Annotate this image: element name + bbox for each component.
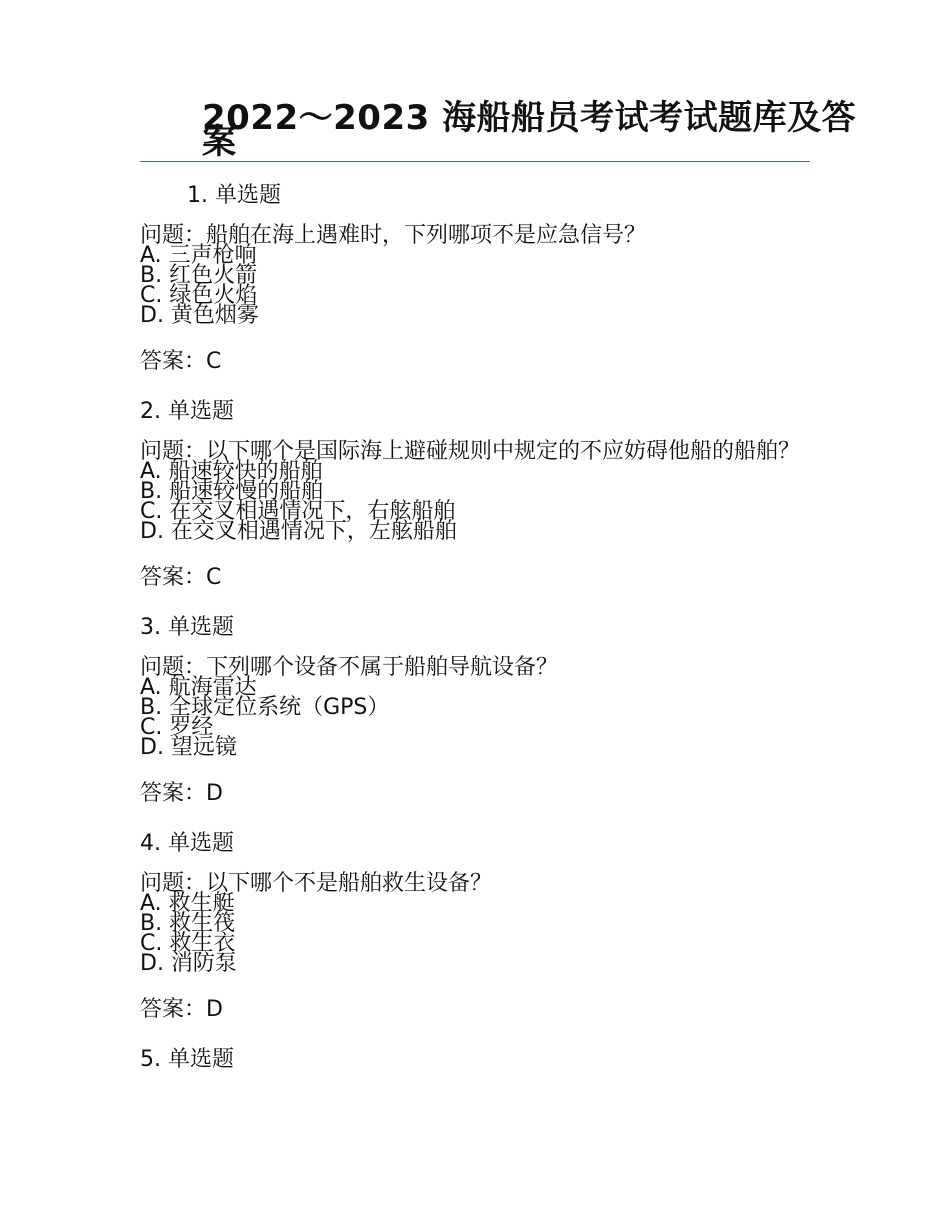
option-a: A. 船速较快的船舶 <box>140 459 323 484</box>
option-b: B. 船速较慢的船舶 <box>140 479 324 504</box>
question-heading: 5. 单选题 <box>140 1047 234 1072</box>
option-b: B. 救生筏 <box>140 911 236 936</box>
question-item-3 <box>140 612 810 810</box>
question-heading: 2. 单选题 <box>140 399 234 424</box>
question-item-2 <box>140 396 810 594</box>
question-item-1 <box>140 180 810 378</box>
document-body <box>140 180 810 1094</box>
title-divider <box>140 161 810 162</box>
option-c: C. 罗经 <box>140 715 214 740</box>
question-block <box>140 871 810 976</box>
option-d: D. 黄色烟雾 <box>140 303 259 328</box>
option-b: B. 全球定位系统（GPS） <box>140 695 390 720</box>
option-a: A. 航海雷达 <box>140 675 257 700</box>
option-c: C. 绿色火焰 <box>140 283 258 308</box>
question-block <box>140 223 810 328</box>
question-heading: 1. 单选题 <box>187 183 281 208</box>
question-item-4 <box>140 828 810 1026</box>
option-a: A. 救生艇 <box>140 891 235 916</box>
answer-text: 答案：C <box>140 565 222 590</box>
question-heading: 4. 单选题 <box>140 831 234 856</box>
question-text: 问题：船舶在海上遇难时，下列哪项不是应急信号？ <box>140 223 647 248</box>
option-b: B. 红色火箭 <box>140 263 258 288</box>
option-d: D. 在交叉相遇情况下，左舷船舶 <box>140 519 457 544</box>
answer-text: 答案：D <box>140 781 223 806</box>
option-c: C. 在交叉相遇情况下，右舷船舶 <box>140 499 456 524</box>
document-title: 2022～2023 海船船员考试考试题库及答案 <box>202 98 857 162</box>
question-block <box>140 655 810 760</box>
answer-text: 答案：C <box>140 349 222 374</box>
option-a: A. 三声枪响 <box>140 243 257 268</box>
option-c: C. 救生衣 <box>140 931 236 956</box>
question-text: 问题：以下哪个是国际海上避碰规则中规定的不应妨碍他船的船舶？ <box>140 439 801 464</box>
question-text: 问题：下列哪个设备不属于船舶导航设备？ <box>140 655 559 680</box>
question-item-5 <box>140 1044 810 1076</box>
answer-text: 答案：D <box>140 997 223 1022</box>
question-block <box>140 439 810 544</box>
question-heading: 3. 单选题 <box>140 615 234 640</box>
option-d: D. 消防泵 <box>140 951 237 976</box>
option-d: D. 望远镜 <box>140 735 237 760</box>
question-text: 问题：以下哪个不是船舶救生设备？ <box>140 871 493 896</box>
